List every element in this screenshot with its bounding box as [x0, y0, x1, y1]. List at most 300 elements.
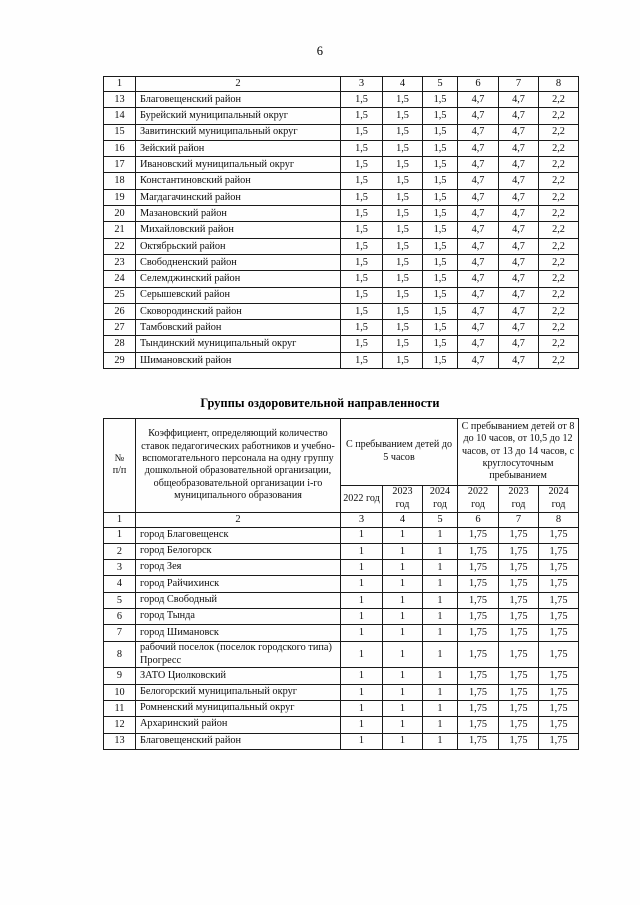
row-value-2022-long-stay: 1,75 [458, 576, 499, 592]
row-value-2023-up-to-5h: 1,5 [383, 124, 423, 140]
row-value-2022-up-to-5h: 1,5 [341, 287, 383, 303]
table-row [104, 609, 579, 625]
column-number-7: 7 [499, 512, 539, 527]
row-value-2023-long-stay: 4,7 [499, 303, 539, 319]
column-number-1: 1 [104, 77, 136, 92]
row-value-2024-up-to-5h: 1 [423, 684, 458, 700]
row-value-2024-long-stay: 2,2 [539, 287, 579, 303]
row-municipality-name: Белогорский муниципальный округ [136, 684, 341, 700]
row-number: 20 [104, 206, 136, 222]
row-value-2022-long-stay: 4,7 [458, 352, 499, 368]
row-value-2023-long-stay: 4,7 [499, 352, 539, 368]
header-cell-number [104, 419, 136, 513]
header-year-long-stay-2: 2023 год [499, 485, 539, 512]
table-row [104, 271, 579, 287]
table-row [104, 717, 579, 733]
row-value-2022-long-stay: 4,7 [458, 108, 499, 124]
row-value-2024-long-stay: 2,2 [539, 238, 579, 254]
header-number-line2: п/п [112, 465, 127, 477]
row-value-2024-up-to-5h: 1,5 [423, 140, 458, 156]
row-number: 21 [104, 222, 136, 238]
table-row [104, 140, 579, 156]
row-value-2022-long-stay: 1,75 [458, 733, 499, 749]
row-value-2022-long-stay: 4,7 [458, 271, 499, 287]
row-value-2024-up-to-5h: 1 [423, 543, 458, 559]
column-number-8: 8 [539, 512, 579, 527]
municipalities-coefficients-table [103, 76, 579, 369]
row-value-2023-long-stay: 4,7 [499, 157, 539, 173]
column-number-3: 3 [341, 77, 383, 92]
row-value-2024-long-stay: 1,75 [539, 543, 579, 559]
row-value-2023-up-to-5h: 1,5 [383, 173, 423, 189]
row-municipality-name: рабочий поселок (поселок городского типа) Прогресс [136, 641, 341, 668]
row-value-2023-long-stay: 4,7 [499, 336, 539, 352]
table-row [104, 560, 579, 576]
row-value-2024-long-stay: 1,75 [539, 717, 579, 733]
table-row [104, 189, 579, 205]
row-value-2024-long-stay: 2,2 [539, 108, 579, 124]
column-number-2: 2 [136, 512, 341, 527]
row-value-2024-up-to-5h: 1 [423, 668, 458, 684]
row-value-2023-long-stay: 4,7 [499, 206, 539, 222]
row-municipality-name: Ромненский муниципальный округ [136, 700, 341, 716]
row-value-2023-up-to-5h: 1,5 [383, 287, 423, 303]
row-municipality-name: город Шимановск [136, 625, 341, 641]
table-row [104, 238, 579, 254]
row-value-2022-up-to-5h: 1 [341, 576, 383, 592]
row-municipality-name: Константиновский район [136, 173, 341, 189]
row-number: 22 [104, 238, 136, 254]
row-value-2022-up-to-5h: 1,5 [341, 303, 383, 319]
row-number: 9 [104, 668, 136, 684]
row-municipality-name: город Белогорск [136, 543, 341, 559]
row-municipality-name: Михайловский район [136, 222, 341, 238]
row-number: 13 [104, 92, 136, 108]
row-value-2022-up-to-5h: 1 [341, 560, 383, 576]
row-value-2023-long-stay: 1,75 [499, 700, 539, 716]
row-value-2024-long-stay: 2,2 [539, 206, 579, 222]
row-value-2024-long-stay: 2,2 [539, 157, 579, 173]
row-value-2024-up-to-5h: 1,5 [423, 108, 458, 124]
row-value-2024-up-to-5h: 1,5 [423, 287, 458, 303]
page-number: 6 [316, 44, 324, 58]
row-number: 10 [104, 684, 136, 700]
row-municipality-name: Благовещенский район [136, 92, 341, 108]
table-row [104, 92, 579, 108]
row-value-2024-long-stay: 1,75 [539, 625, 579, 641]
row-number: 4 [104, 576, 136, 592]
column-number-1: 1 [104, 512, 136, 527]
row-municipality-name: Селемджинский район [136, 271, 341, 287]
row-value-2023-long-stay: 1,75 [499, 560, 539, 576]
row-value-2022-long-stay: 1,75 [458, 684, 499, 700]
row-value-2023-up-to-5h: 1,5 [383, 108, 423, 124]
row-value-2022-long-stay: 1,75 [458, 592, 499, 608]
column-number-4: 4 [383, 512, 423, 527]
row-value-2022-up-to-5h: 1,5 [341, 108, 383, 124]
row-number: 16 [104, 140, 136, 156]
table-two-colnum-body [104, 512, 579, 527]
row-municipality-name: Архаринский район [136, 717, 341, 733]
header-year-up-to-5h-2: 2023 год [383, 485, 423, 512]
row-municipality-name: Благовещенский район [136, 733, 341, 749]
row-number: 28 [104, 336, 136, 352]
row-value-2022-long-stay: 1,75 [458, 641, 499, 668]
row-value-2022-up-to-5h: 1 [341, 700, 383, 716]
row-value-2024-long-stay: 1,75 [539, 700, 579, 716]
row-municipality-name: Магдагачинский район [136, 189, 341, 205]
header-year-long-stay-1: 2022 год [458, 485, 499, 512]
table-row [104, 527, 579, 543]
header-cell-coefficient: Коэффициент, определяющий количество ставок педагогических работников и учебно-вспомогательного персонала на одну группу дошкольной образовательной организации, общеобразовательной организации i-го муниципального образования [136, 419, 341, 513]
row-value-2023-up-to-5h: 1,5 [383, 271, 423, 287]
column-number-5: 5 [423, 77, 458, 92]
column-number-2: 2 [136, 77, 341, 92]
row-value-2023-long-stay: 4,7 [499, 271, 539, 287]
row-value-2024-long-stay: 2,2 [539, 140, 579, 156]
row-value-2022-long-stay: 1,75 [458, 717, 499, 733]
row-value-2022-up-to-5h: 1 [341, 684, 383, 700]
row-number: 6 [104, 609, 136, 625]
row-value-2023-long-stay: 4,7 [499, 222, 539, 238]
row-value-2023-up-to-5h: 1,5 [383, 140, 423, 156]
row-value-2023-long-stay: 1,75 [499, 641, 539, 668]
row-number: 18 [104, 173, 136, 189]
row-value-2024-long-stay: 2,2 [539, 173, 579, 189]
row-number: 24 [104, 271, 136, 287]
row-number: 19 [104, 189, 136, 205]
row-municipality-name: Бурейский муниципальный округ [136, 108, 341, 124]
row-value-2023-up-to-5h: 1 [383, 560, 423, 576]
table-row [104, 700, 579, 716]
table-row [104, 254, 579, 270]
row-value-2022-up-to-5h: 1,5 [341, 92, 383, 108]
row-municipality-name: город Райчихинск [136, 576, 341, 592]
table-row [104, 352, 579, 368]
row-number: 17 [104, 157, 136, 173]
row-municipality-name: город Тында [136, 609, 341, 625]
row-value-2024-long-stay: 2,2 [539, 320, 579, 336]
column-number-5: 5 [423, 512, 458, 527]
table-row [104, 206, 579, 222]
row-value-2023-long-stay: 4,7 [499, 92, 539, 108]
row-value-2023-up-to-5h: 1 [383, 641, 423, 668]
row-value-2023-up-to-5h: 1,5 [383, 352, 423, 368]
health-groups-coefficients-table [103, 418, 579, 750]
row-value-2023-long-stay: 1,75 [499, 625, 539, 641]
row-value-2022-long-stay: 1,75 [458, 625, 499, 641]
row-value-2023-up-to-5h: 1,5 [383, 303, 423, 319]
row-value-2023-up-to-5h: 1,5 [383, 189, 423, 205]
row-value-2024-up-to-5h: 1 [423, 527, 458, 543]
row-value-2024-long-stay: 1,75 [539, 527, 579, 543]
row-value-2022-up-to-5h: 1 [341, 609, 383, 625]
row-municipality-name: Тындинский муниципальный округ [136, 336, 341, 352]
row-number: 23 [104, 254, 136, 270]
row-value-2024-up-to-5h: 1,5 [423, 303, 458, 319]
row-municipality-name: Сковородинский район [136, 303, 341, 319]
table-row [104, 684, 579, 700]
row-value-2024-long-stay: 2,2 [539, 303, 579, 319]
table-row [104, 303, 579, 319]
table-row [104, 108, 579, 124]
row-value-2024-long-stay: 2,2 [539, 271, 579, 287]
row-value-2022-long-stay: 1,75 [458, 609, 499, 625]
row-value-2022-up-to-5h: 1,5 [341, 238, 383, 254]
row-value-2022-long-stay: 1,75 [458, 560, 499, 576]
row-value-2022-up-to-5h: 1,5 [341, 336, 383, 352]
header-number-line1: № [114, 452, 125, 464]
row-value-2023-long-stay: 1,75 [499, 684, 539, 700]
row-value-2022-up-to-5h: 1,5 [341, 189, 383, 205]
row-value-2023-long-stay: 4,7 [499, 189, 539, 205]
row-value-2022-long-stay: 4,7 [458, 189, 499, 205]
column-number-6: 6 [458, 77, 499, 92]
table-row [104, 733, 579, 749]
table-row [104, 124, 579, 140]
table-two-header-body [104, 419, 579, 513]
row-municipality-name: город Свободный [136, 592, 341, 608]
row-value-2023-long-stay: 4,7 [499, 140, 539, 156]
row-value-2024-long-stay: 2,2 [539, 336, 579, 352]
row-value-2024-long-stay: 1,75 [539, 609, 579, 625]
row-number: 25 [104, 287, 136, 303]
row-value-2023-up-to-5h: 1,5 [383, 157, 423, 173]
row-municipality-name: Октябрьский район [136, 238, 341, 254]
row-value-2022-long-stay: 1,75 [458, 700, 499, 716]
row-value-2023-up-to-5h: 1,5 [383, 254, 423, 270]
row-municipality-name: Зейский район [136, 140, 341, 156]
row-value-2024-up-to-5h: 1 [423, 733, 458, 749]
row-value-2022-up-to-5h: 1 [341, 592, 383, 608]
row-value-2024-up-to-5h: 1,5 [423, 189, 458, 205]
row-value-2023-up-to-5h: 1 [383, 543, 423, 559]
row-value-2022-up-to-5h: 1 [341, 625, 383, 641]
header-year-up-to-5h-1: 2022 год [341, 485, 383, 512]
row-value-2022-up-to-5h: 1 [341, 717, 383, 733]
row-municipality-name: Ивановский муниципальный округ [136, 157, 341, 173]
row-value-2024-long-stay: 1,75 [539, 641, 579, 668]
row-value-2022-up-to-5h: 1,5 [341, 254, 383, 270]
row-municipality-name: Тамбовский район [136, 320, 341, 336]
row-value-2024-long-stay: 2,2 [539, 222, 579, 238]
row-value-2022-long-stay: 4,7 [458, 287, 499, 303]
row-value-2023-up-to-5h: 1,5 [383, 336, 423, 352]
row-value-2024-up-to-5h: 1 [423, 576, 458, 592]
table-row [104, 157, 579, 173]
row-value-2023-up-to-5h: 1,5 [383, 222, 423, 238]
row-value-2024-up-to-5h: 1,5 [423, 238, 458, 254]
row-value-2023-up-to-5h: 1 [383, 700, 423, 716]
row-value-2023-long-stay: 1,75 [499, 717, 539, 733]
table-row [104, 543, 579, 559]
row-value-2023-long-stay: 1,75 [499, 609, 539, 625]
table-row [104, 592, 579, 608]
row-municipality-name: Свободненский район [136, 254, 341, 270]
table-row [104, 625, 579, 641]
row-number: 7 [104, 625, 136, 641]
row-value-2024-up-to-5h: 1,5 [423, 222, 458, 238]
row-number: 15 [104, 124, 136, 140]
row-value-2023-long-stay: 4,7 [499, 287, 539, 303]
row-municipality-name: Мазановский район [136, 206, 341, 222]
row-value-2023-up-to-5h: 1 [383, 609, 423, 625]
row-value-2023-up-to-5h: 1,5 [383, 206, 423, 222]
row-value-2023-up-to-5h: 1 [383, 717, 423, 733]
section-heading: Группы оздоровительной направленности [200, 396, 440, 410]
row-value-2022-long-stay: 4,7 [458, 254, 499, 270]
header-year-long-stay-3: 2024 год [539, 485, 579, 512]
row-value-2022-long-stay: 4,7 [458, 124, 499, 140]
row-number: 11 [104, 700, 136, 716]
column-number-3: 3 [341, 512, 383, 527]
row-value-2023-long-stay: 1,75 [499, 592, 539, 608]
row-value-2024-up-to-5h: 1,5 [423, 254, 458, 270]
row-value-2024-long-stay: 2,2 [539, 92, 579, 108]
row-value-2022-up-to-5h: 1 [341, 543, 383, 559]
row-value-2022-up-to-5h: 1,5 [341, 124, 383, 140]
row-number: 27 [104, 320, 136, 336]
row-value-2023-long-stay: 1,75 [499, 576, 539, 592]
row-municipality-name: город Благовещенск [136, 527, 341, 543]
row-value-2024-up-to-5h: 1,5 [423, 271, 458, 287]
row-value-2024-up-to-5h: 1,5 [423, 173, 458, 189]
table-row [104, 668, 579, 684]
row-value-2022-up-to-5h: 1 [341, 733, 383, 749]
row-value-2023-up-to-5h: 1 [383, 576, 423, 592]
row-value-2023-long-stay: 1,75 [499, 733, 539, 749]
row-municipality-name: город Зея [136, 560, 341, 576]
table-row [104, 287, 579, 303]
row-value-2023-up-to-5h: 1 [383, 527, 423, 543]
row-number: 13 [104, 733, 136, 749]
row-value-2023-long-stay: 4,7 [499, 124, 539, 140]
header-cell-stay-up-to-5-hours: С пребыванием детей до 5 часов [341, 419, 458, 486]
column-number-8: 8 [539, 77, 579, 92]
row-number: 26 [104, 303, 136, 319]
row-municipality-name: Шимановский район [136, 352, 341, 368]
header-cell-stay-8-to-24-hours: С пребыванием детей от 8 до 10 часов, от 10,5 до 12 часов, от 13 до 14 часов, с круглосуточным пребыванием [458, 419, 579, 486]
row-value-2024-up-to-5h: 1,5 [423, 157, 458, 173]
row-value-2023-up-to-5h: 1 [383, 684, 423, 700]
row-number: 29 [104, 352, 136, 368]
row-value-2024-long-stay: 1,75 [539, 733, 579, 749]
row-value-2022-up-to-5h: 1,5 [341, 271, 383, 287]
row-value-2024-up-to-5h: 1,5 [423, 124, 458, 140]
row-value-2024-long-stay: 2,2 [539, 254, 579, 270]
row-value-2022-long-stay: 4,7 [458, 206, 499, 222]
row-value-2022-up-to-5h: 1,5 [341, 140, 383, 156]
row-value-2023-long-stay: 4,7 [499, 238, 539, 254]
column-number-6: 6 [458, 512, 499, 527]
row-value-2024-long-stay: 1,75 [539, 668, 579, 684]
row-value-2023-up-to-5h: 1 [383, 592, 423, 608]
row-value-2022-long-stay: 4,7 [458, 238, 499, 254]
table-two-body [104, 527, 579, 749]
row-municipality-name: Серышевский район [136, 287, 341, 303]
column-number-4: 4 [383, 77, 423, 92]
row-municipality-name: ЗАТО Циолковский [136, 668, 341, 684]
row-value-2022-long-stay: 1,75 [458, 527, 499, 543]
table-row [104, 336, 579, 352]
row-value-2024-long-stay: 1,75 [539, 684, 579, 700]
row-value-2023-long-stay: 4,7 [499, 320, 539, 336]
row-value-2023-up-to-5h: 1,5 [383, 320, 423, 336]
row-value-2024-up-to-5h: 1 [423, 700, 458, 716]
row-value-2022-up-to-5h: 1,5 [341, 352, 383, 368]
row-value-2023-up-to-5h: 1 [383, 733, 423, 749]
row-value-2022-long-stay: 1,75 [458, 543, 499, 559]
row-value-2023-up-to-5h: 1,5 [383, 238, 423, 254]
row-value-2024-up-to-5h: 1 [423, 592, 458, 608]
row-value-2023-long-stay: 1,75 [499, 543, 539, 559]
row-value-2022-long-stay: 4,7 [458, 303, 499, 319]
row-value-2022-up-to-5h: 1 [341, 527, 383, 543]
column-number-header-row [104, 512, 579, 527]
row-value-2023-long-stay: 4,7 [499, 173, 539, 189]
row-value-2024-long-stay: 2,2 [539, 189, 579, 205]
row-value-2022-up-to-5h: 1,5 [341, 320, 383, 336]
row-value-2023-up-to-5h: 1 [383, 668, 423, 684]
row-number: 3 [104, 560, 136, 576]
table-row [104, 173, 579, 189]
row-value-2024-up-to-5h: 1,5 [423, 206, 458, 222]
row-value-2024-up-to-5h: 1,5 [423, 352, 458, 368]
row-value-2023-up-to-5h: 1 [383, 625, 423, 641]
column-number-header-row [104, 77, 579, 92]
table-one-body [104, 92, 579, 369]
row-value-2024-up-to-5h: 1 [423, 717, 458, 733]
row-value-2024-up-to-5h: 1 [423, 609, 458, 625]
row-value-2023-long-stay: 4,7 [499, 108, 539, 124]
table-row [104, 222, 579, 238]
row-value-2024-up-to-5h: 1 [423, 625, 458, 641]
row-value-2022-long-stay: 4,7 [458, 222, 499, 238]
row-municipality-name: Завитинский муниципальный округ [136, 124, 341, 140]
row-value-2022-up-to-5h: 1,5 [341, 173, 383, 189]
header-year-up-to-5h-3: 2024 год [423, 485, 458, 512]
table-row [104, 641, 579, 668]
row-value-2022-long-stay: 1,75 [458, 668, 499, 684]
row-value-2024-up-to-5h: 1 [423, 641, 458, 668]
table-row [104, 576, 579, 592]
table-row [104, 320, 579, 336]
row-value-2022-up-to-5h: 1,5 [341, 157, 383, 173]
row-value-2024-up-to-5h: 1 [423, 560, 458, 576]
row-value-2022-long-stay: 4,7 [458, 157, 499, 173]
row-value-2022-long-stay: 4,7 [458, 140, 499, 156]
row-number: 1 [104, 527, 136, 543]
row-value-2024-long-stay: 1,75 [539, 576, 579, 592]
row-value-2024-long-stay: 1,75 [539, 592, 579, 608]
row-value-2024-long-stay: 2,2 [539, 124, 579, 140]
table-two-header-row-main [104, 419, 579, 486]
column-number-7: 7 [499, 77, 539, 92]
row-number: 14 [104, 108, 136, 124]
row-value-2024-up-to-5h: 1,5 [423, 336, 458, 352]
row-value-2022-up-to-5h: 1 [341, 668, 383, 684]
row-value-2022-long-stay: 4,7 [458, 173, 499, 189]
row-value-2024-long-stay: 2,2 [539, 352, 579, 368]
row-number: 5 [104, 592, 136, 608]
row-value-2022-up-to-5h: 1,5 [341, 222, 383, 238]
row-value-2023-up-to-5h: 1,5 [383, 92, 423, 108]
row-value-2023-long-stay: 1,75 [499, 527, 539, 543]
row-number: 12 [104, 717, 136, 733]
row-value-2022-long-stay: 4,7 [458, 320, 499, 336]
row-value-2023-long-stay: 4,7 [499, 254, 539, 270]
row-value-2024-long-stay: 1,75 [539, 560, 579, 576]
